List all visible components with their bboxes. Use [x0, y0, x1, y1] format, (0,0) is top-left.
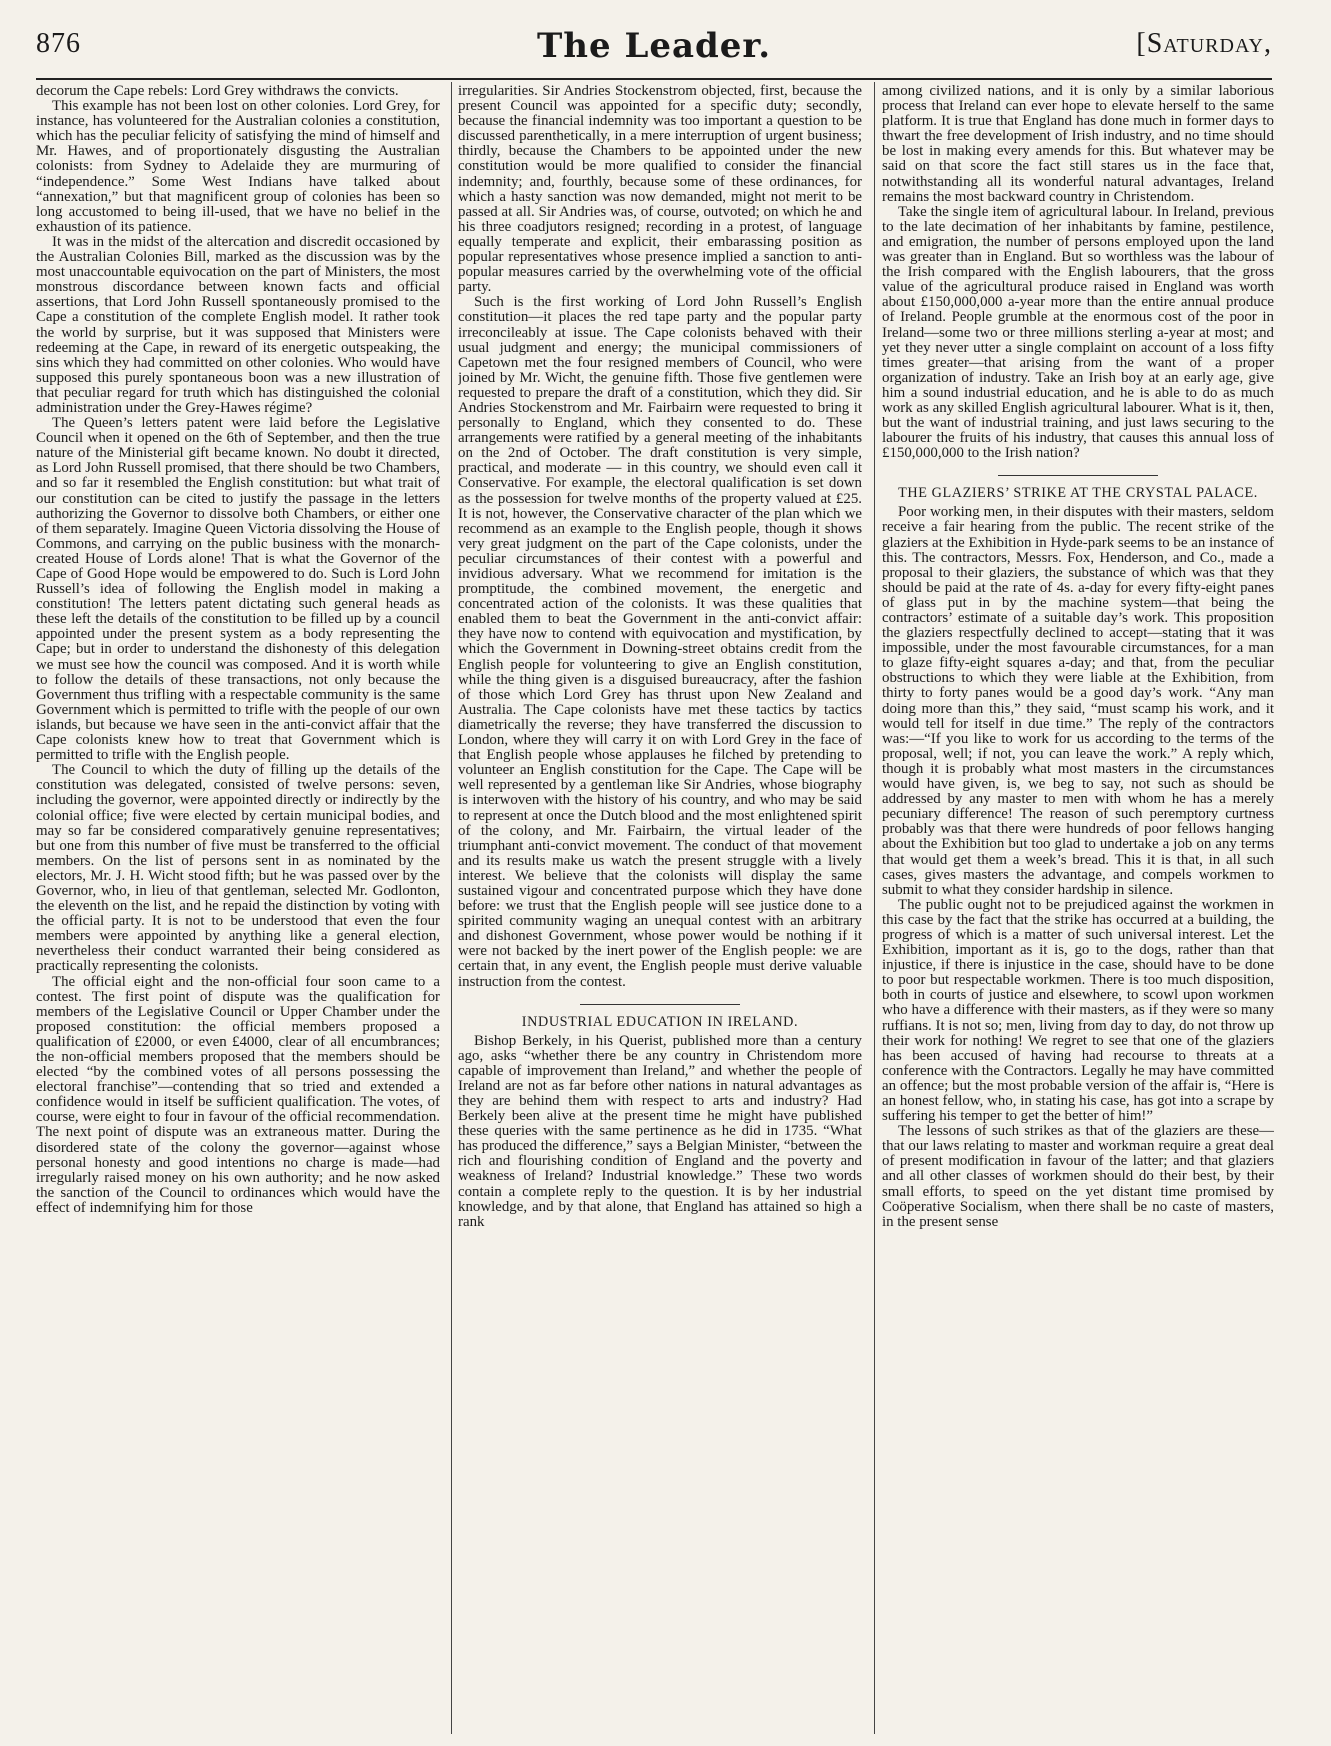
paragraph: Bishop Berkely, in his Querist, published more than a century ago, asks “whether there be any country in Christendom more capable of improvement than Ireland,” and whether the people of Ireland are not as far before other nations in natural advantages as they are behind them with respect to arts and industry? Had Berkely been alive at the present time he might have published these queries with the same pertinence as he did in 1735. “What has produced the difference,” says a Belgian Minister, “between the rich and flourishing condition of England and the poverty and weakness of Ireland? Industrial knowledge.” These two words contain a complete reply to the question. It is by her industrial knowledge, and by that alone, that England has attained so high a rank [458, 1032, 862, 1230]
column-3 [882, 84, 1274, 1734]
masthead [36, 28, 1272, 74]
section-rule [580, 1004, 740, 1005]
paragraph: The Council to which the duty of filling up the details of the constitution was delegated, consisted of twelve persons: seven, including the governor, were appointed directly or indirectly by the colonial office; five were elected by certain municipal bodies, and may so far be considered comparatively genuine representatives; but one from this number of five must be transferred to the official members. On the list of persons sent in as nominated by the electors, Mr. J. H. Wicht stood fifth; but he was passed over by the Governor, who, in lieu of that gentleman, selected Mr. Godlonton, the eleventh on the list, and he repaid the distinction by voting with the official party. It is not to be understood that even the four members were appointed by anything like a general election, nevertheless their conduct warranted their being considered as practically representing the colonists. [36, 762, 440, 975]
column-2 [458, 84, 862, 1734]
paragraph: among civilized nations, and it is only by a similar laborious process that Ireland can ever hope to elevate herself to the same platform. It is true that England has done much in former days to thwart the free development of Irish industry, and no time should be lost in making every amends for this. But whatever may be said on that score the fact still stares us in the face that, notwithstanding all its wonderful natural advantages, Ireland remains the most backward country in Christendom. [882, 84, 1274, 205]
paragraph: The Queen’s letters patent were laid before the Legislative Council when it opened on the 6th of September, and then the true nature of the Ministerial gift became known. No doubt it directed, as Lord John Russell promised, that there should be two Chambers, and so far it resembled the English constitution: but what trait of our constitution can be cited to justify the passage in the letters authorizing the Governor to dissolve both Chambers, or either one of them separately. Imagine Queen Victoria dissolving the House of Commons, and carrying on the public business with the monarch-created House of Lords alone! That is what the Governor of the Cape of Good Hope would be empowered to do. Such is Lord John Russell’s idea of following the English model in making a constitution! The letters patent dictating such general heads as these left the details of the constitution to be filled up by a council appointed under the present system as a body representing the Cape; but in order to understand the dishonesty of this delegation we must see how the council was composed. And it is worth while to follow the details of these transactions, not only because the Government thus trifling with a respectable community is the same Government which is permitted to trifle with the people of our own islands, but because we have seen in the anti-convict affair that the Cape colonists knew how to treat that Government which is permitted to trifle with the English people. [36, 415, 440, 764]
paragraph: Poor working men, in their disputes with their masters, seldom receive a fair hearing from the public. The recent strike of the glaziers at the Exhibition in Hyde-park seems to be an instance of this. The contractors, Messrs. Fox, Henderson, and Co., made a proposal to their glaziers, the substance of which was that they should be paid at the rate of 4s. a-day for every fifty-eight panes of glass put in by the machine system—that being the contractors’ estimate of a suitable day’s work. This proposition the glaziers respectfully declined to accept—stating that it was impossible, under the most favourable circumstances, for a man to glaze fifty-eight squares a-day; and that, from the peculiar obstructions to which they were liable at the Exhibition, from thirty to forty panes would be a good day’s work. “Any man doing more than this,” they said, “must scamp his work, and it would tell for itself in due time.” The reply of the contractors was:—“If you like to work for us according to the terms of the proposal, well; if not, you can leave the work.” A reply which, though it is probably what most masters in the circumstances would have given, is, we beg to say, not such as should be addressed by any master to men with whom he has a merely pecuniary difference! The reason of such peremptory curtness probably was that there were hundreds of poor fellows hanging about the Exhibition but too glad to undertake a job on any terms that would get them a week’s bread. This it is that, in all such cases, gives masters the advantage, and compels workmen to submit to what they consider hardship in silence. [882, 504, 1274, 898]
paragraph: Such is the first working of Lord John Russell’s English constitution—it places the red tape party and the popular party irreconcileably at issue. The Cape colonists behaved with their usual judgment and energy; the municipal commissioners of Capetown met the four resigned members of Council, who were joined by Mr. Wicht, the genuine fifth. Those five gentlemen were requested to prepare the draft of a constitution, which they did. Sir Andries Stockenstrom and Mr. Fairbairn were requested to bring it personally to England, which they consented to do. These arrangements were ratified by a general meeting of the inhabitants on the 2nd of October. The draft constitution is very simple, practical, and moderate — in this country, we should even call it Conservative. For example, the electoral qualification is set down as the possession for twelve months of the property valued at £25. It is not, however, the Conservative character of the plan which we recommend as an example to the English people, though it shows very great judgment on the part of the Cape colonists, under the peculiar circumstances of their contest with a powerful and invidious adversary. What we recommend for imitation is the promptitude, the combined movement, the energetic and concentrated action of the colonists. It was these qualities that enabled them to beat the Government in the anti-convict affair: they have now to contend with equivocation and mystification, by which the Government in Downing-street obtains credit from the English people for volunteering to give an English constitution, while the thing given is a disguised bureaucracy, after the fashion of those which Lord Grey has thrust upon New Zealand and Australia. The Cape colonists have met these tactics by tactics diametrically the reverse; they have transferred the discussion to London, where they will carry it on with Lord Grey in the face of that English people whose applauses he filched by pretending to volunteer an English constitution for the Cape. The Cape will be well represented by a gentleman like Sir Andries, whose biography is interwoven with the history of his country, and who may be said to represent at once the Dutch blood and the most enlightened spirit of the colony, and Mr. Fairbairn, the virtual leader of the triumphant anti-convict movement. The conduct of that movement and its results make us watch the present struggle with a lively interest. We believe that the colonists will display the same sustained vigour and concentrated purpose which they have done before: we trust that the English people will see justice done to a spirited community waging an unequal contest with an arbitrary and dishonest Government, whose power would be nothing if it were not backed by the inert power of the English people: we are certain that, in any event, the English people must derive valuable instruction from the contest. [458, 294, 862, 990]
page-number: 876 [36, 28, 81, 59]
paragraph: decorum the Cape rebels: Lord Grey withdraws the convicts. [36, 84, 399, 99]
column-divider [451, 82, 452, 1734]
section-heading: THE GLAZIERS’ STRIKE AT THE CRYSTAL PALACE. [898, 485, 1258, 502]
column-1 [36, 84, 440, 1734]
paragraph: It was in the midst of the altercation and discredit occasioned by the Australian Colonies Bill, marked as the discussion was by the most unaccountable equivocation on the part of Ministers, the most monstrous discordance between known facts and official assertions, that Lord John Russell spontaneously promised to the Cape a constitution of the complete English model. It rather took the world by surprise, but it was supposed that Ministers were redeeming at the Cape, in reward of its energetic outspeaking, the sins which they had committed on other colonies. Who would have supposed this purely spontaneous boon was a new illustration of that peculiar regard for truth which has distinguished the colonial administration under the Grey-Hawes régime? [36, 233, 440, 416]
paper-title: The Leader. [536, 26, 772, 66]
paragraph: Take the single item of agricultural labour. In Ireland, previous to the late decimation of her inhabitants by famine, pestilence, and emigration, the number of persons employed upon the land was greater than in England. But so worthless was the labour of the Irish compared with the English labourers, that the gross value of the agricultural produce raised in England was worth about £150,000,000 a-year more than the entire annual produce of Ireland. People grumble at the enormous cost of the poor in Ireland—some two or three millions sterling a-year at most; and yet they never utter a single complaint on account of a loss fifty times greater—that arising from the want of a proper organization of industry. Take an Irish boy at an early age, give him a sound industrial education, and he is able to do as much work as any skilled English agricultural labourer. What is it, then, but the want of industrial training, and just laws securing to the labourer the fruits of his industry, that causes this annual loss of £150,000,000 to the Irish nation? [882, 203, 1274, 462]
paragraph: The lessons of such strikes as that of the glaziers are these—that our laws relating to master and workman require a great deal of present modification in favour of the latter; and that glaziers and all other classes of workmen should do their best, by their small efforts, to speed on the yet distant time promised by Coöperative Socialism, when there shall be no caste of masters, in the present sense [882, 1123, 1274, 1230]
paragraph: The public ought not to be prejudiced against the workmen in this case by the fact that the strike has occurred at a building, the progress of which is a matter of such universal interest. Let the Exhibition, important as it is, go to the dogs, rather than that injustice, if there is injustice in the case, should have to be done to poor but respectable workmen. There is too much disposition, both in courts of justice and elsewhere, to scowl upon workmen who have a difference with their masters, as if they were so many ruffians. It is not so; men, living from day to day, do not throw up their work for nothing! We regret to see that one of the glaziers has been accused of having had recourse to threats at a conference with the Contractors. Legally he may have committed an offence; but the most probable version of the affair is, “Here is an honest fellow, who, in stating his case, has got into a scrape by suffering his temper to get the better of him!” [882, 896, 1274, 1125]
paragraph: The official eight and the non-official four soon came to a contest. The first point of dispute was the qualification for members of the Legislative Council or Upper Chamber under the proposed constitution: the official members proposed a qualification of £2000, or even £4000, clear of all encumbrances; the non-official members proposed that the members should be elected “by the combined votes of all persons possessing the electoral franchise”—contending that so tried and extended a confidence would in itself be sufficient qualification. The votes, of course, were eight to four in favour of the official recommendation. The next point of dispute was an extraneous matter. During the disordered state of the colony the governor—against whose personal honesty and good intentions no charge is made—had irregularly raised money on his own authority; and he now asked the sanction of the Council to ordinances which would have the effect of indemnifying him for those [36, 973, 440, 1216]
section-heading: INDUSTRIAL EDUCATION IN IRELAND. [521, 1013, 799, 1030]
paragraph: irregularities. Sir Andries Stockenstrom objected, first, because the present Council was appointed for a specific duty; secondly, because the financial indemnity was too important a question to be discussed parenthetically, in a mere interruption of urgent business; thirdly, because the Chambers to be appointed under the new constitution would be more qualified to consider the financial indemnity; and, fourthly, because some of these ordinances, for which a hasty sanction was now demanded, might not merit to be passed at all. Sir Andries was, of course, outvoted; on which he and his three coadjutors resigned; recording in a protest, of language equally temperate and explicit, their embarassing position as popular representatives whose presence implied a sanction to anti-popular measures carried by the overwhelming vote of the official party. [458, 84, 862, 296]
section-rule [998, 475, 1158, 476]
column-divider [874, 82, 875, 1734]
issue-day: [Saturday, [1136, 28, 1272, 59]
masthead-rule [36, 78, 1272, 80]
paragraph: This example has not been lost on other colonies. Lord Grey, for instance, has volunteered for the Australian colonies a constitution, which has the peculiar felicity of satisfying the mind of himself and Mr. Hawes, and of proportionately disgusting the Australian colonists: from Sydney to Adelaide they are murmuring of “independence.” Some West Indians have talked about “annexation,” but that magnificent group of colonies has been so long accustomed to being ill-used, that we have no belief in the exhaustion of its patience. [36, 98, 440, 235]
